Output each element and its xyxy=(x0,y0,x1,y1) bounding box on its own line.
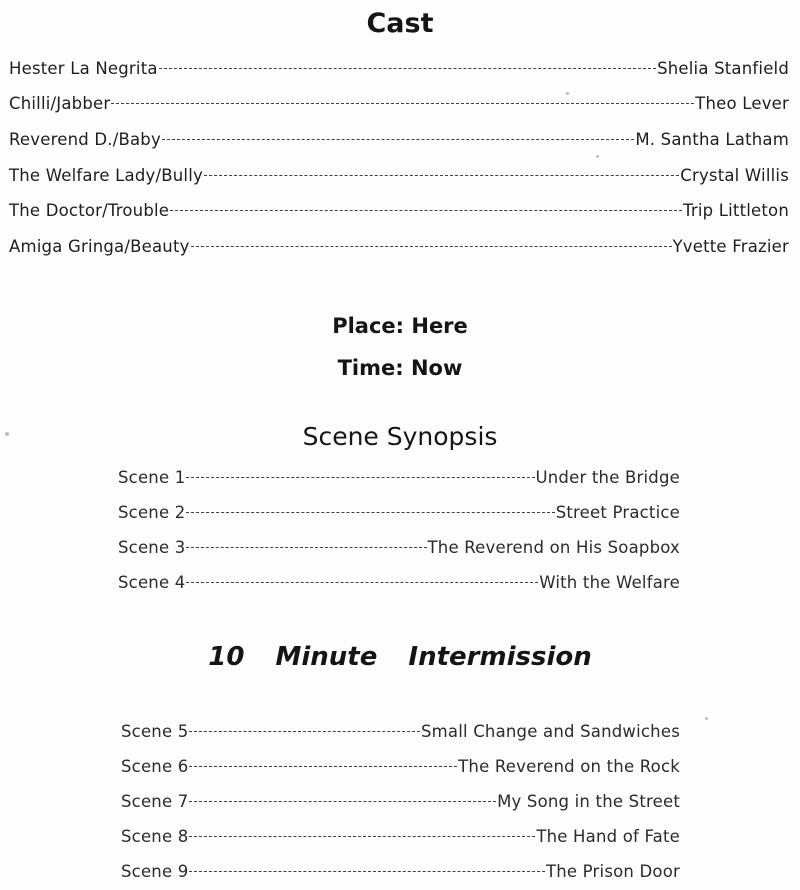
place-line: Place: Here xyxy=(332,314,468,338)
scene-title: Under the Bridge xyxy=(535,468,680,487)
cast-row xyxy=(9,59,789,83)
dot-leader xyxy=(189,801,496,802)
time-line: Time: Now xyxy=(337,356,463,380)
dot-leader xyxy=(159,68,656,69)
dot-leader xyxy=(162,139,634,140)
cast-role: Amiga Gringa/Beauty xyxy=(9,237,190,256)
synopsis-heading: Scene Synopsis xyxy=(302,422,498,451)
cast-actor: Theo Lever xyxy=(695,94,789,113)
scene-row xyxy=(118,538,680,562)
dot-leader xyxy=(111,103,694,104)
cast-actor: Yvette Frazier xyxy=(672,237,789,256)
scene-row xyxy=(121,722,680,746)
dot-leader xyxy=(186,512,554,513)
scene-number: Scene 8 xyxy=(121,827,189,846)
dot-leader xyxy=(186,547,426,548)
scene-title: The Reverend on His Soapbox xyxy=(427,538,680,557)
scene-row xyxy=(121,792,680,816)
scene-row xyxy=(118,573,680,597)
scan-speck xyxy=(705,717,708,720)
dot-leader xyxy=(189,871,545,872)
scan-speck xyxy=(566,92,569,95)
scene-title: With the Welfare xyxy=(539,573,680,592)
cast-row xyxy=(9,94,789,118)
scene-number: Scene 6 xyxy=(121,757,189,776)
cast-role: The Doctor/Trouble xyxy=(9,201,170,220)
scan-speck xyxy=(5,432,9,436)
scene-title: The Reverend on the Rock xyxy=(458,757,680,776)
scene-number: Scene 2 xyxy=(118,503,186,522)
cast-row xyxy=(9,237,789,261)
scene-title: Small Change and Sandwiches xyxy=(420,722,680,741)
cast-heading: Cast xyxy=(366,8,434,39)
scene-row xyxy=(118,503,680,527)
scene-row xyxy=(121,757,680,781)
dot-leader xyxy=(186,477,534,478)
cast-role: The Welfare Lady/Bully xyxy=(9,166,203,185)
intermission-heading: 10 Minute Intermission xyxy=(208,642,592,672)
scene-title: My Song in the Street xyxy=(497,792,680,811)
scene-title: The Prison Door xyxy=(545,862,680,881)
cast-actor: Shelia Stanfield xyxy=(657,59,789,78)
dot-leader xyxy=(189,836,535,837)
cast-actor: M. Santha Latham xyxy=(635,130,789,149)
scene-number: Scene 3 xyxy=(118,538,186,557)
cast-row xyxy=(9,166,789,190)
scene-title: The Hand of Fate xyxy=(536,827,680,846)
dot-leader xyxy=(204,175,679,176)
scene-row xyxy=(121,827,680,851)
scene-row xyxy=(118,468,680,492)
cast-role: Reverend D./Baby xyxy=(9,130,161,149)
scene-number: Scene 1 xyxy=(118,468,186,487)
scene-row xyxy=(121,862,680,886)
cast-row xyxy=(9,130,789,154)
scene-number: Scene 7 xyxy=(121,792,189,811)
cast-row xyxy=(9,201,789,225)
scene-number: Scene 4 xyxy=(118,573,186,592)
cast-actor: Trip Littleton xyxy=(682,201,789,220)
cast-actor: Crystal Willis xyxy=(680,166,789,185)
scene-number: Scene 5 xyxy=(121,722,189,741)
cast-role: Chilli/Jabber xyxy=(9,94,111,113)
scene-title: Street Practice xyxy=(555,503,680,522)
dot-leader xyxy=(189,766,457,767)
scene-number: Scene 9 xyxy=(121,862,189,881)
dot-leader xyxy=(170,210,682,211)
cast-role: Hester La Negrita xyxy=(9,59,158,78)
dot-leader xyxy=(186,582,538,583)
dot-leader xyxy=(189,731,419,732)
dot-leader xyxy=(191,246,672,247)
scan-speck xyxy=(596,155,599,158)
